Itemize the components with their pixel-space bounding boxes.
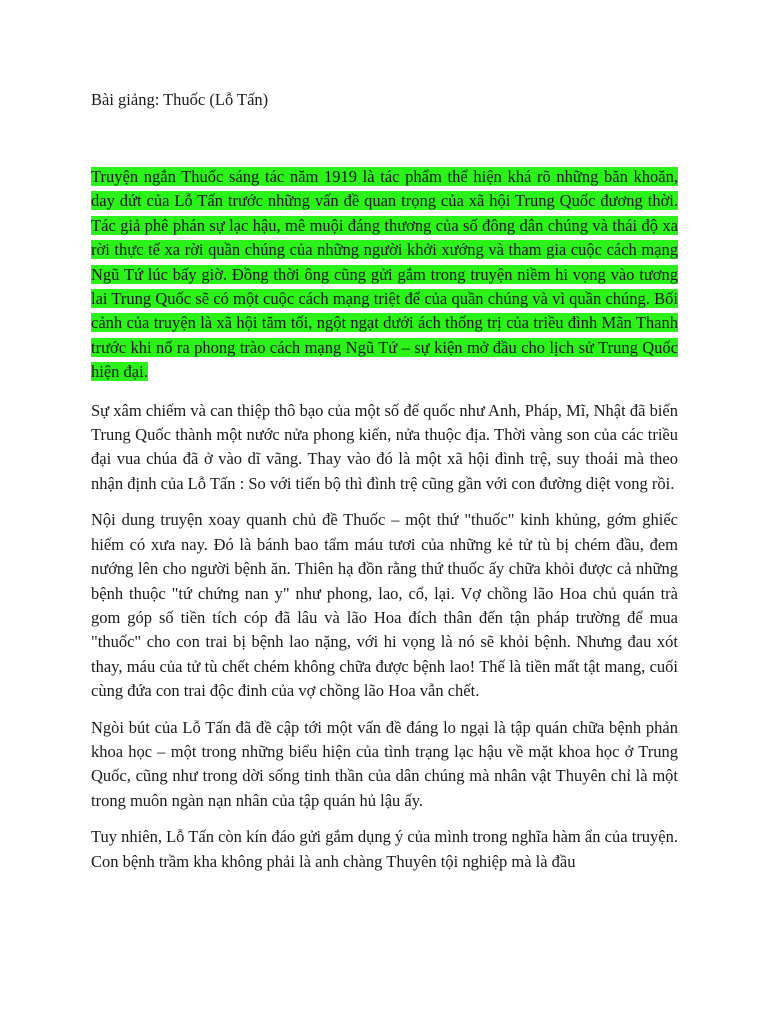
- paragraph-5: Tuy nhiên, Lỗ Tấn còn kín đáo gửi gắm dụng ý của mình trong nghĩa hàm ẩn của truyện. Con bệnh trầm kha không phải là anh chàng Thuyên tội nghiệp mà là đầu: [91, 827, 678, 871]
- paragraph-1: [91, 165, 678, 385]
- highlighted-text: Truyện ngắn Thuốc sáng tác năm 1919 là tác phẩm thể hiện khá rõ những băn khoăn, day dứt của Lỗ Tấn trước những vấn đề quan trọng của xã hội Trung Quốc đương thời. Tác giả phê phán sự lạc hậu, mê muội đáng thương của số đông dân chúng và thái độ xa rời thực tế xa rời quần chúng của những người khởi xướng và tham gia cuộc cách mạng Ngũ Tứ lúc bấy giờ. Đồng thời ông cũng gửi gắm trong truyện niềm hi vọng vào tương lai Trung Quốc sẽ có một cuộc cách mạng triệt để của quần chúng và vì quần chúng. Bối cảnh của truyện là xã hội tăm tối, ngột ngạt dưới ách thống trị của triều đình Mãn Thanh trước khi nổ ra phong trào cách mạng Ngũ Tứ – sự kiện mở đầu cho lịch sử Trung Quốc hiện đại.: [91, 167, 678, 382]
- paragraph-3: Nội dung truyện xoay quanh chủ đề Thuốc – một thứ "thuốc" kinh khủng, gớm ghiếc hiếm có xưa nay. Đó là bánh bao tẩm máu tươi của những kẻ tử tù bị chém đầu, đem nướng lên cho người bệnh ăn. Thiên hạ đồn rằng thứ thuốc ấy chữa khỏi được cả những bệnh thuộc "tứ chứng nan y" như phong, lao, cổ, lại. Vợ chồng lão Hoa chủ quán trà gom góp số tiền tích cóp đã lâu và lão Hoa đích thân đến tận pháp trường để mua "thuốc" cho con trai bị bệnh lao nặng, với hi vọng là nó sẽ khỏi bệnh. Nhưng đau xót thay, máu của tử tù chết chém không chữa được bệnh lao! Thế là tiền mất tật mang, cuối cùng đứa con trai độc đinh của vợ chồng lão Hoa vẫn chết.: [91, 510, 678, 701]
- paragraph-4: Ngòi bút của Lỗ Tấn đã đề cập tới một vấn đề đáng lo ngại là tập quán chữa bệnh phản khoa học – một trong những biểu hiện của tình trạng lạc hậu về mặt khoa học ở Trung Quốc, cũng như trong dời sống tinh thần của dân chúng mà nhân vật Thuyên chỉ là một trong muôn ngàn nạn nhân của tập quán hủ lậu ấy.: [91, 717, 678, 810]
- document-page: [91, 88, 678, 886]
- paragraph-2: Sự xâm chiếm và can thiệp thô bạo của một số đế quốc như Anh, Pháp, Mĩ, Nhật đã biến Trung Quốc thành một nước nửa phong kiến, nửa thuộc địa. Thời vàng son của các triều đại vua chúa đã ở vào dĩ vãng. Thay vào đó là một xã hội đình trệ, suy thoái mà theo nhận định của Lỗ Tấn : So với tiến bộ thì đình trệ cũng gần với con đường diệt vong rồi.: [91, 400, 678, 493]
- document-title: Bài giảng: Thuốc (Lỗ Tấn): [91, 90, 269, 109]
